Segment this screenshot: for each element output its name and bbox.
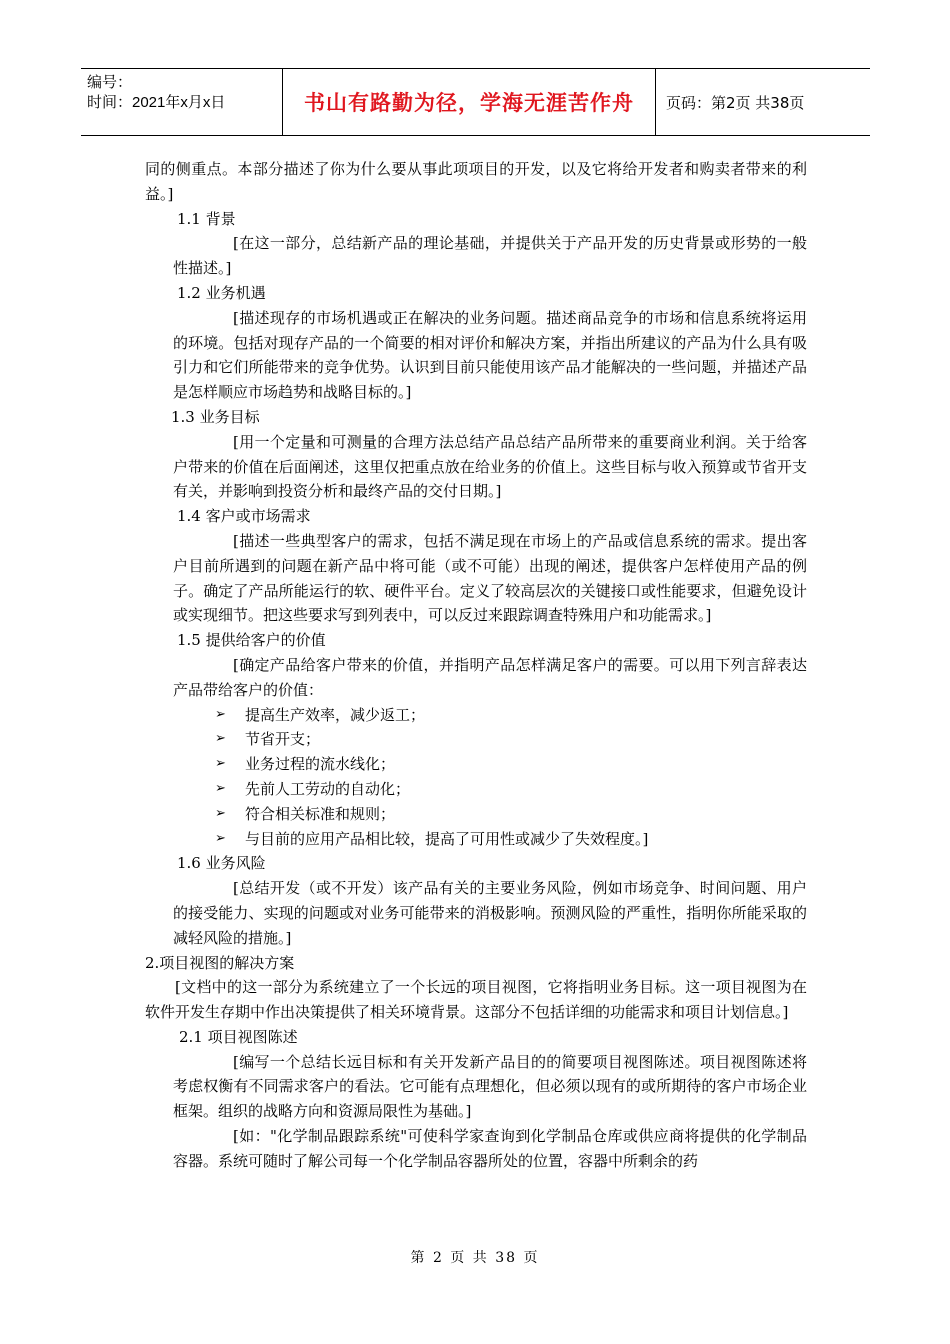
section-1-4-body: [描述一些典型客户的需求，包括不满足现在市场上的产品或信息系统的需求。提出客户目前所遇到的问题在新产品中将可能（或不可能）出现的阐述，提供客户怎样使用产品的例子。确定了产品所能运行的软、硬件平台。定义了较高层次的关键接口或性能要求，但避免设计或实现细节。把这些要求写到列表中，可以反过来跟踪调查特殊用户和功能需求。]: [173, 531, 807, 625]
page-footer: 第 2 页 共 38 页: [410, 1250, 540, 1266]
arrow-bullet-icon: ➢: [215, 731, 226, 747]
value-bullet-list: [145, 703, 807, 852]
list-item: [215, 802, 807, 827]
bullet-text: 业务过程的流水线化；: [245, 755, 396, 774]
document-number-label: 编号：: [87, 74, 133, 91]
intro-paragraph: 同的侧重点。本部分描述了你为什么要从事此项项目的开发，以及它将给开发者和购卖者带来的利益。]: [145, 160, 807, 203]
arrow-bullet-icon: ➢: [215, 805, 226, 821]
document-date-label: 时间：2021年x月x日: [87, 94, 226, 111]
section-1-2-body: [描述现存的市场机遇或正在解决的业务问题。描述商品竞争的市场和信息系统将运用的环境。包括对现存产品的一个简要的相对评价和解决方案，并指出所建议的产品为什么具有吸引力和它们所能带来的竞争优势。认识到目前只能使用该产品才能解决的一些问题，并描述产品是怎样顺应市场趋势和战略目标的。]: [173, 308, 807, 402]
document-body: [145, 157, 807, 1174]
bullet-text: 与目前的应用产品相比较，提高了可用性或减少了失效程度。]: [245, 829, 649, 848]
section-1-6-body: [总结开发（或不开发）该产品有关的主要业务风险，例如市场竞争、时间问题、用户的接受能力、实现的问题或对业务可能带来的消极影响。预测风险的严重性，指明你所能采取的减轻风险的措施。]: [173, 879, 807, 947]
header-page-cell: [656, 69, 870, 135]
section-1-5-heading: 1.5 提供给客户的价值: [177, 631, 326, 650]
list-item: [215, 752, 807, 777]
section-1-1-heading: 1.1 背景: [177, 209, 236, 228]
header-left-cell: [81, 69, 282, 135]
arrow-bullet-icon: ➢: [215, 756, 226, 772]
section-1-3-body: [用一个定量和可测量的合理方法总结产品总结产品所带来的重要商业利润。关于给客户带来的价值在后面阐述，这里仅把重点放在给业务的价值上。这些目标与收入预算或节省开支有关，并影响到投资分析和最终产品的交付日期。]: [173, 432, 807, 501]
list-item: [215, 703, 807, 728]
bullet-text: 先前人工劳动的自动化；: [245, 779, 411, 798]
header-motto-cell: [282, 69, 656, 135]
section-1-4-heading: 1.4 客户或市场需求: [177, 507, 311, 526]
arrow-bullet-icon: ➢: [215, 706, 226, 722]
bullet-text: 节省开支；: [245, 730, 321, 749]
bullet-text: 符合相关标准和规则；: [245, 804, 396, 823]
section-2-1-heading: 2.1 项目视图陈述: [179, 1027, 298, 1046]
list-item: [215, 777, 807, 802]
section-1-1-body: [在这一部分，总结新产品的理论基础，并提供关于产品开发的历史背景或形势的一般性描述。]: [173, 234, 807, 278]
bullet-text: 提高生产效率，减少返工；: [245, 705, 426, 724]
list-item: [215, 727, 807, 752]
section-1-2-heading: 1.2 业务机遇: [177, 283, 266, 302]
section-1-3-heading: 1.3 业务目标: [171, 407, 260, 426]
section-2-1-body: [编写一个总结长远目标和有关开发新产品目的的简要项目视图陈述。项目视图陈述将考虑权衡有不同需求客户的看法。它可能有点理想化，但必须以现有的或所期待的客户市场企业框架。组织的战略方向和资源局限性为基础。]: [173, 1052, 807, 1121]
arrow-bullet-icon: ➢: [215, 830, 226, 846]
list-item: [215, 827, 807, 852]
header-page-label: 页码：第2页 共38页: [666, 93, 805, 112]
header-table: [81, 68, 870, 136]
header-motto: 书山有路勤为径，学海无涯苦作舟: [304, 91, 634, 115]
section-2-body: [文档中的这一部分为系统建立了一个长远的项目视图，它将指明业务目标。这一项目视图为在软件开发生存期中作出决策提供了相关环境背景。这部分不包括详细的功能需求和项目计划信息。]: [145, 978, 807, 1022]
arrow-bullet-icon: ➢: [215, 780, 226, 796]
section-1-5-body: [确定产品给客户带来的价值，并指明产品怎样满足客户的需要。可以用下列言辞表达产品带给客户的价值：: [173, 655, 807, 699]
section-2-heading: 2.项目视图的解决方案: [145, 953, 295, 972]
section-1-6-heading: 1.6 业务风险: [177, 854, 266, 873]
section-2-1-example: [如："化学制品跟踪系统"可使科学家查询到化学制品仓库或供应商将提供的化学制品容器。系统可随时了解公司每一个化学制品容器所处的位置，容器中所剩余的药: [173, 1127, 807, 1170]
